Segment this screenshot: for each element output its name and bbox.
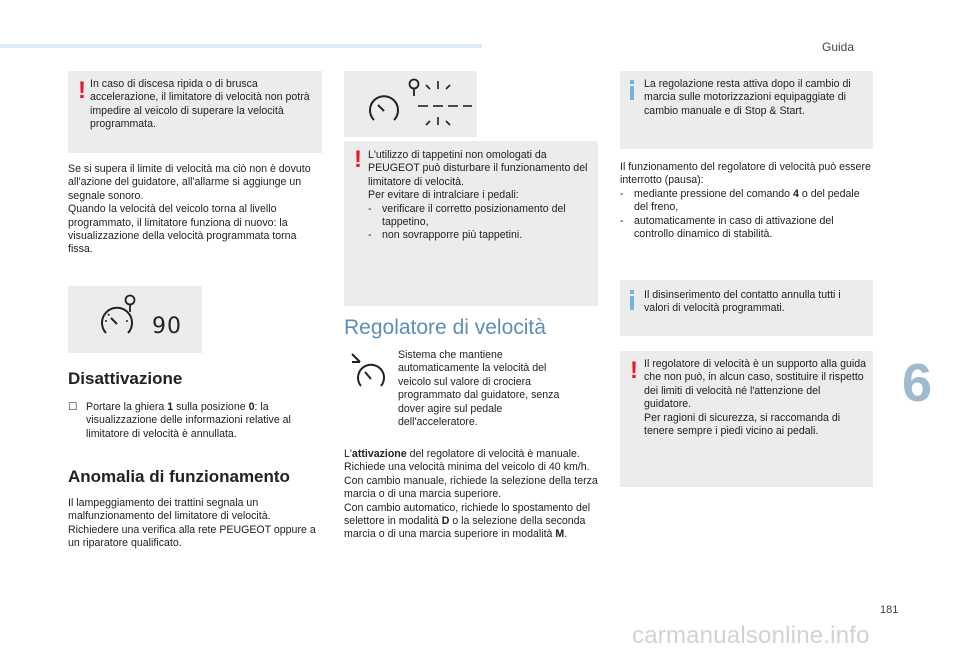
regolatore-intro: Sistema che mantiene automaticamente la velocità del veicolo sul valore di crociera programmato dal guidatore, senza dover agire sul pedale dell'acceleratore. (398, 349, 560, 429)
watermark: carmanualsonline.info (632, 622, 870, 649)
activation-speed-text: Richiede una velocità minima del veicolo di 40 km/h. (344, 461, 590, 474)
speed-display-value: 90 (152, 314, 182, 339)
interrupt-intro: Il funzionamento del regolatore di velocità può essere interrotto (pausa): (620, 161, 871, 187)
section-label: Guida (822, 40, 855, 54)
chapter-number: 6 (901, 353, 933, 413)
speed-limiter-icon (98, 290, 146, 338)
info-icon (630, 290, 634, 310)
list-item: - non sovrapporre più tappetini. (368, 229, 523, 242)
info-icon (630, 80, 634, 100)
driving-aid-warning-a: Il regolatore di velocità è un supporto alla guida che non può, in alcun caso, sostituire il rispetto dei limiti di velocità né l'attenzione del guidatore. (644, 358, 867, 411)
heading-regolatore: Regolatore di velocità (344, 316, 546, 339)
list-item: - verificare il corretto posizionamento del tappetino, (368, 202, 566, 229)
warning-box-descent (68, 71, 322, 153)
deactivation-instruction (68, 401, 324, 441)
interrupt-paragraph (620, 161, 876, 241)
heading-disattivazione: Disattivazione (68, 369, 183, 388)
warning-text: In caso di discesa ripida o di brusca accelerazione, il limitatore di velocità non potrà impedire al veicolo di superare la velocità programmata. (90, 78, 310, 131)
dashes-display-illustration (344, 71, 477, 137)
info-box-ignition (620, 280, 873, 336)
limit-exceeded-paragraph (68, 163, 324, 257)
heading-anomalia: Anomalia di funzionamento (68, 467, 290, 486)
info-text: La regolazione resta attiva dopo il cambio di marcia sulle motorizzazioni equipaggiate di cambio manuale e di Stop & Start. (644, 78, 851, 117)
cruise-control-icon (350, 352, 388, 390)
activation-automatic-text: Con cambio automatico, richiede lo spostamento del selettore in modalità D o la selezione della seconda marcia o di una marcia superiore in modalità M. (344, 501, 591, 541)
blinking-dashes-icon (366, 75, 474, 133)
bullet-marker: ☐ (68, 401, 78, 413)
page-number: 181 (880, 604, 899, 616)
limit-exceeded-text: Se si supera il limite di velocità ma ciò non è dovuto all'azione del guidatore, all'allarme si aggiunge un segnale sonoro. (68, 163, 311, 202)
warning-icon: ! (354, 146, 362, 173)
warning-icon: ! (630, 357, 638, 384)
warning-icon: ! (78, 77, 86, 104)
anomalia-text: Il lampeggiamento dei trattini segnala un malfunzionamento del limitatore di velocità. Richiedere una verifica alla rete PEUGEOT oppure a un riparatore qualificato. (68, 497, 316, 550)
activation-paragraph (344, 448, 600, 542)
warning-box-driving-aid (620, 351, 873, 487)
info-box-stop-start (620, 71, 873, 149)
mats-warning-text (368, 149, 594, 243)
warning-box-mats (344, 141, 598, 306)
activation-text: L'attivazione del regolatore di velocità è manuale. (344, 448, 580, 460)
driving-aid-warning-b: Per ragioni di sicurezza, si raccomanda di tenere sempre i piedi vicino ai pedali. (644, 411, 841, 438)
limit-restored-text: Quando la velocità del veicolo torna al livello programmato, il limitatore funziona di nuovo: la visualizzazione della velocità programmata torna fissa. (68, 203, 297, 256)
info-text: Il disinserimento del contatto annulla tutti i valori di velocità programmati. (644, 289, 841, 315)
mats-warning-lead: Per evitare di intralciare i pedali: (368, 189, 519, 202)
deactivation-text: Portare la ghiera 1 sulla posizione 0: la visualizzazione delle informazioni relative al limitatore di velocità è annullata. (86, 401, 291, 440)
mats-warning-intro: L'utilizzo di tappetini non omologati da PEUGEOT può disturbare il funzionamento del limitatore di velocità. (368, 149, 588, 188)
speed-display-illustration (68, 286, 202, 353)
header-accent-bar (0, 44, 482, 48)
activation-manual-text: Con cambio manuale, richiede la selezione della terza marcia o di una marcia superiore. (344, 474, 598, 501)
list-item: - mediante pressione del comando 4 o del pedale del freno, (620, 187, 860, 214)
list-item: - automaticamente in caso di attivazione del controllo dinamico di stabilità. (620, 214, 834, 241)
driving-aid-warning-text (644, 358, 870, 438)
